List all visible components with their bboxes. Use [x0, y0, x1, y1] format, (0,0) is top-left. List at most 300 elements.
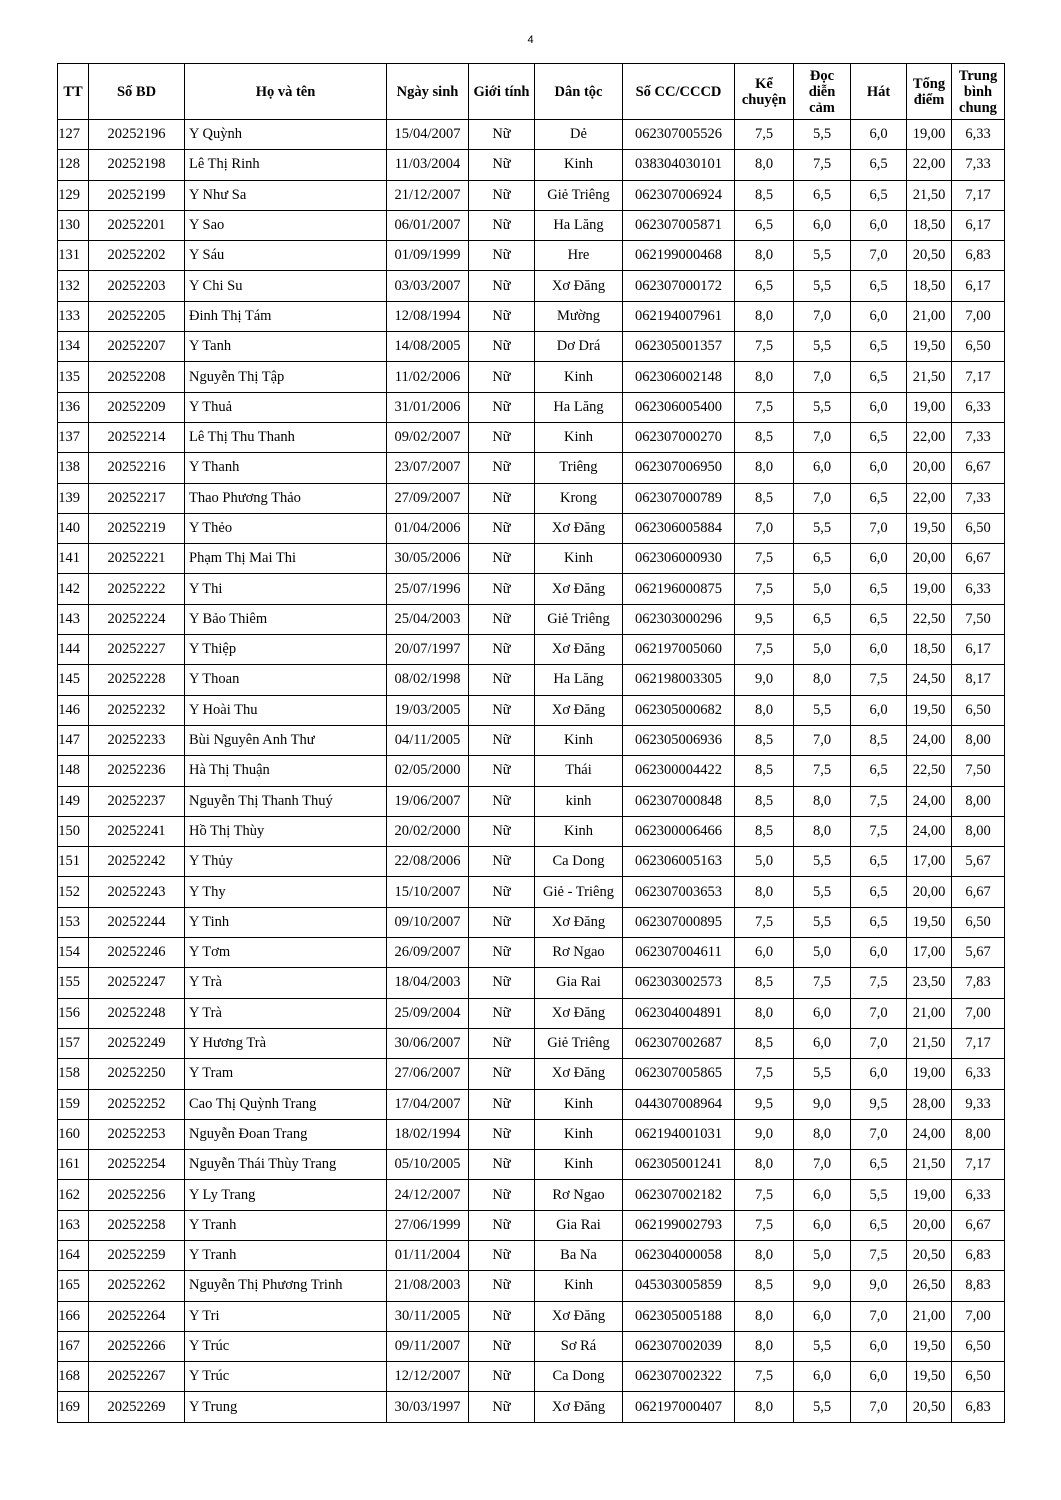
cell-ke-chuyen: 6,0 [735, 938, 794, 968]
cell-ho-ten: Y Ly Trang [185, 1180, 387, 1210]
cell-so-bd: 20252236 [89, 756, 185, 786]
table-row [58, 1089, 1005, 1119]
cell-gioi-tinh: Nữ [469, 392, 535, 422]
cell-gioi-tinh: Nữ [469, 1089, 535, 1119]
cell-hat: 6,0 [851, 695, 907, 725]
cell-dan-toc: Rơ Ngao [535, 938, 623, 968]
cell-trung-binh-chung: 6,33 [952, 120, 1005, 150]
cell-ke-chuyen: 8,0 [735, 1240, 794, 1270]
cell-tong-diem: 17,00 [907, 938, 952, 968]
cell-doc-dien-cam: 6,5 [794, 604, 851, 634]
cell-tt: 158 [58, 1059, 89, 1089]
cell-dan-toc: Ca Dong [535, 1362, 623, 1392]
header-trung-binh-chung-line-3: chung [959, 99, 997, 116]
cell-so-bd: 20252232 [89, 695, 185, 725]
cell-tong-diem: 18,50 [907, 271, 952, 301]
cell-trung-binh-chung: 8,00 [952, 1119, 1005, 1149]
cell-dan-toc: Xơ Đăng [535, 513, 623, 543]
table-row [58, 604, 1005, 634]
cell-gioi-tinh: Nữ [469, 1331, 535, 1361]
cell-hat: 7,5 [851, 816, 907, 846]
cell-so-bd: 20252252 [89, 1089, 185, 1119]
cell-so-bd: 20252259 [89, 1240, 185, 1270]
cell-doc-dien-cam: 5,0 [794, 635, 851, 665]
cell-tt: 156 [58, 998, 89, 1028]
cell-tt: 135 [58, 362, 89, 392]
cell-ke-chuyen: 8,0 [735, 998, 794, 1028]
cell-tt: 133 [58, 301, 89, 331]
table-row [58, 1240, 1005, 1270]
cell-ho-ten: Y Trúc [185, 1331, 387, 1361]
cell-tt: 151 [58, 847, 89, 877]
table-row [58, 1392, 1005, 1422]
cell-ho-ten: Y Thuả [185, 392, 387, 422]
cell-gioi-tinh: Nữ [469, 1362, 535, 1392]
cell-tong-diem: 20,00 [907, 877, 952, 907]
cell-so-cccd: 062194007961 [623, 301, 735, 331]
cell-dan-toc: Xơ Đăng [535, 1392, 623, 1422]
cell-so-bd: 20252207 [89, 332, 185, 362]
cell-doc-dien-cam: 9,0 [794, 1271, 851, 1301]
cell-hat: 6,5 [851, 574, 907, 604]
cell-dan-toc: Xơ Đăng [535, 635, 623, 665]
cell-tt: 147 [58, 725, 89, 755]
cell-so-cccd: 062305000682 [623, 695, 735, 725]
cell-tong-diem: 20,50 [907, 241, 952, 271]
table-body [58, 120, 1005, 1423]
cell-trung-binh-chung: 7,33 [952, 422, 1005, 452]
cell-ke-chuyen: 8,5 [735, 756, 794, 786]
cell-so-cccd: 062307000789 [623, 483, 735, 513]
cell-hat: 6,5 [851, 483, 907, 513]
table-row [58, 120, 1005, 150]
cell-ho-ten: Y Quỳnh [185, 120, 387, 150]
cell-tt: 143 [58, 604, 89, 634]
cell-dan-toc: Kinh [535, 362, 623, 392]
cell-doc-dien-cam: 9,0 [794, 1089, 851, 1119]
cell-so-bd: 20252216 [89, 453, 185, 483]
cell-ngay-sinh: 19/06/2007 [387, 786, 469, 816]
cell-ho-ten: Y Thẻo [185, 513, 387, 543]
cell-dan-toc: Kinh [535, 1119, 623, 1149]
header-doc-dien-cam-line-2: diễn [808, 83, 836, 100]
cell-ho-ten: Y Thủy [185, 847, 387, 877]
cell-tong-diem: 21,50 [907, 1028, 952, 1058]
cell-ke-chuyen: 6,5 [735, 210, 794, 240]
cell-trung-binh-chung: 6,50 [952, 332, 1005, 362]
cell-so-cccd: 062307002322 [623, 1362, 735, 1392]
cell-so-bd: 20252205 [89, 301, 185, 331]
cell-doc-dien-cam: 5,0 [794, 574, 851, 604]
cell-tong-diem: 20,50 [907, 1392, 952, 1422]
cell-doc-dien-cam: 8,0 [794, 816, 851, 846]
cell-ngay-sinh: 15/10/2007 [387, 877, 469, 907]
cell-trung-binh-chung: 7,33 [952, 483, 1005, 513]
cell-gioi-tinh: Nữ [469, 120, 535, 150]
cell-ke-chuyen: 8,0 [735, 1301, 794, 1331]
cell-trung-binh-chung: 6,17 [952, 271, 1005, 301]
cell-ho-ten: Y Hoài Thu [185, 695, 387, 725]
cell-hat: 6,0 [851, 453, 907, 483]
cell-tong-diem: 24,00 [907, 786, 952, 816]
cell-ke-chuyen: 7,5 [735, 574, 794, 604]
table-row [58, 150, 1005, 180]
cell-doc-dien-cam: 6,5 [794, 544, 851, 574]
table-row [58, 301, 1005, 331]
cell-dan-toc: Kinh [535, 1150, 623, 1180]
cell-hat: 5,5 [851, 1180, 907, 1210]
cell-tong-diem: 19,50 [907, 907, 952, 937]
cell-dan-toc: Ha Lăng [535, 392, 623, 422]
cell-ho-ten: Y Thiệp [185, 635, 387, 665]
cell-ke-chuyen: 8,0 [735, 362, 794, 392]
cell-tt: 159 [58, 1089, 89, 1119]
cell-so-cccd: 044307008964 [623, 1089, 735, 1119]
cell-doc-dien-cam: 7,0 [794, 422, 851, 452]
cell-so-cccd: 062194001031 [623, 1119, 735, 1149]
cell-tt: 169 [58, 1392, 89, 1422]
table-row [58, 725, 1005, 755]
cell-dan-toc: Gia Rai [535, 968, 623, 998]
cell-so-cccd: 062305001241 [623, 1150, 735, 1180]
cell-tt: 134 [58, 332, 89, 362]
cell-ngay-sinh: 27/06/1999 [387, 1210, 469, 1240]
cell-tong-diem: 19,00 [907, 574, 952, 604]
cell-gioi-tinh: Nữ [469, 1271, 535, 1301]
cell-tong-diem: 22,00 [907, 150, 952, 180]
cell-doc-dien-cam: 5,5 [794, 847, 851, 877]
cell-so-bd: 20252262 [89, 1271, 185, 1301]
cell-tt: 157 [58, 1028, 89, 1058]
cell-gioi-tinh: Nữ [469, 847, 535, 877]
header-ho-ten: Họ và tên [185, 64, 387, 120]
cell-ke-chuyen: 9,0 [735, 665, 794, 695]
header-ke-chuyen-line-1: Kể [755, 75, 773, 92]
cell-tong-diem: 18,50 [907, 635, 952, 665]
cell-so-bd: 20252202 [89, 241, 185, 271]
cell-so-bd: 20252249 [89, 1028, 185, 1058]
cell-gioi-tinh: Nữ [469, 635, 535, 665]
cell-doc-dien-cam: 5,5 [794, 513, 851, 543]
cell-tong-diem: 24,00 [907, 725, 952, 755]
header-so-bd: Số BD [89, 64, 185, 120]
cell-dan-toc: Ha Lăng [535, 665, 623, 695]
cell-doc-dien-cam: 7,5 [794, 968, 851, 998]
cell-tt: 144 [58, 635, 89, 665]
cell-so-bd: 20252246 [89, 938, 185, 968]
table-row [58, 1331, 1005, 1361]
cell-tong-diem: 22,50 [907, 604, 952, 634]
cell-dan-toc: Dơ Drá [535, 332, 623, 362]
cell-so-bd: 20252258 [89, 1210, 185, 1240]
header-trung-binh-chung-line-2: bình [963, 83, 993, 100]
cell-so-bd: 20252219 [89, 513, 185, 543]
cell-trung-binh-chung: 6,50 [952, 1362, 1005, 1392]
cell-tong-diem: 21,50 [907, 180, 952, 210]
cell-tt: 127 [58, 120, 89, 150]
cell-ngay-sinh: 19/03/2005 [387, 695, 469, 725]
cell-so-cccd: 062306005400 [623, 392, 735, 422]
header-tong-diem [907, 64, 952, 120]
cell-doc-dien-cam: 6,0 [794, 1180, 851, 1210]
cell-so-bd: 20252244 [89, 907, 185, 937]
table-row [58, 241, 1005, 271]
cell-so-cccd: 062307000848 [623, 786, 735, 816]
cell-so-bd: 20252256 [89, 1180, 185, 1210]
cell-ngay-sinh: 14/08/2005 [387, 332, 469, 362]
cell-ke-chuyen: 8,5 [735, 422, 794, 452]
cell-ho-ten: Y Thy [185, 877, 387, 907]
cell-gioi-tinh: Nữ [469, 210, 535, 240]
cell-so-cccd: 062306002148 [623, 362, 735, 392]
header-doc-dien-cam [794, 64, 851, 120]
cell-trung-binh-chung: 6,83 [952, 241, 1005, 271]
cell-so-cccd: 062307006924 [623, 180, 735, 210]
cell-trung-binh-chung: 8,00 [952, 725, 1005, 755]
cell-ke-chuyen: 8,5 [735, 816, 794, 846]
cell-trung-binh-chung: 7,17 [952, 362, 1005, 392]
cell-dan-toc: kinh [535, 786, 623, 816]
cell-doc-dien-cam: 5,5 [794, 695, 851, 725]
table-row [58, 453, 1005, 483]
cell-hat: 6,5 [851, 604, 907, 634]
table-row [58, 210, 1005, 240]
cell-dan-toc: Hre [535, 241, 623, 271]
cell-dan-toc: Xơ Đăng [535, 574, 623, 604]
cell-gioi-tinh: Nữ [469, 1028, 535, 1058]
table-row [58, 1301, 1005, 1331]
cell-trung-binh-chung: 8,83 [952, 1271, 1005, 1301]
cell-doc-dien-cam: 7,0 [794, 1150, 851, 1180]
cell-ngay-sinh: 04/11/2005 [387, 725, 469, 755]
cell-doc-dien-cam: 5,5 [794, 241, 851, 271]
cell-gioi-tinh: Nữ [469, 756, 535, 786]
cell-ngay-sinh: 20/07/1997 [387, 635, 469, 665]
table-row [58, 1028, 1005, 1058]
cell-tt: 140 [58, 513, 89, 543]
cell-so-cccd: 062306005163 [623, 847, 735, 877]
table-row [58, 422, 1005, 452]
table-row [58, 998, 1005, 1028]
cell-so-bd: 20252224 [89, 604, 185, 634]
cell-tong-diem: 22,50 [907, 756, 952, 786]
cell-tt: 152 [58, 877, 89, 907]
cell-trung-binh-chung: 6,67 [952, 544, 1005, 574]
cell-hat: 7,0 [851, 241, 907, 271]
cell-gioi-tinh: Nữ [469, 513, 535, 543]
table-row [58, 907, 1005, 937]
cell-gioi-tinh: Nữ [469, 1059, 535, 1089]
cell-hat: 6,5 [851, 332, 907, 362]
cell-trung-binh-chung: 6,83 [952, 1240, 1005, 1270]
cell-trung-binh-chung: 6,67 [952, 877, 1005, 907]
cell-tt: 162 [58, 1180, 89, 1210]
cell-doc-dien-cam: 5,5 [794, 907, 851, 937]
cell-hat: 7,0 [851, 1301, 907, 1331]
cell-so-cccd: 062305006936 [623, 725, 735, 755]
cell-ho-ten: Đinh Thị Tám [185, 301, 387, 331]
cell-hat: 6,5 [851, 180, 907, 210]
cell-so-cccd: 062196000875 [623, 574, 735, 604]
cell-doc-dien-cam: 5,0 [794, 938, 851, 968]
cell-trung-binh-chung: 6,17 [952, 635, 1005, 665]
cell-tt: 130 [58, 210, 89, 240]
cell-doc-dien-cam: 6,0 [794, 453, 851, 483]
cell-gioi-tinh: Nữ [469, 332, 535, 362]
cell-ke-chuyen: 9,5 [735, 604, 794, 634]
header-doc-dien-cam-line-3: cảm [809, 99, 835, 116]
cell-ngay-sinh: 23/07/2007 [387, 453, 469, 483]
cell-ho-ten: Y Tri [185, 1301, 387, 1331]
cell-gioi-tinh: Nữ [469, 271, 535, 301]
cell-hat: 7,5 [851, 665, 907, 695]
cell-dan-toc: Kinh [535, 1089, 623, 1119]
cell-trung-binh-chung: 6,17 [952, 210, 1005, 240]
cell-trung-binh-chung: 6,50 [952, 907, 1005, 937]
cell-dan-toc: Gia Rai [535, 1210, 623, 1240]
cell-ke-chuyen: 8,0 [735, 453, 794, 483]
cell-dan-toc: Sơ Rá [535, 1331, 623, 1361]
cell-ngay-sinh: 22/08/2006 [387, 847, 469, 877]
cell-so-bd: 20252266 [89, 1331, 185, 1361]
cell-ngay-sinh: 30/06/2007 [387, 1028, 469, 1058]
cell-ho-ten: Nguyễn Đoan Trang [185, 1119, 387, 1149]
cell-ho-ten: Y Hương Trà [185, 1028, 387, 1058]
cell-ho-ten: Y Trung [185, 1392, 387, 1422]
cell-trung-binh-chung: 6,50 [952, 513, 1005, 543]
cell-doc-dien-cam: 7,0 [794, 483, 851, 513]
cell-trung-binh-chung: 7,17 [952, 1150, 1005, 1180]
cell-dan-toc: Kinh [535, 816, 623, 846]
table-row [58, 1362, 1005, 1392]
cell-gioi-tinh: Nữ [469, 938, 535, 968]
cell-ho-ten: Hồ Thị Thùy [185, 816, 387, 846]
cell-gioi-tinh: Nữ [469, 180, 535, 210]
cell-so-cccd: 062307005865 [623, 1059, 735, 1089]
cell-so-cccd: 062304000058 [623, 1240, 735, 1270]
cell-tt: 153 [58, 907, 89, 937]
cell-gioi-tinh: Nữ [469, 241, 535, 271]
header-ke-chuyen [735, 64, 794, 120]
cell-trung-binh-chung: 6,33 [952, 1059, 1005, 1089]
cell-trung-binh-chung: 6,83 [952, 1392, 1005, 1422]
cell-doc-dien-cam: 7,5 [794, 150, 851, 180]
cell-tt: 163 [58, 1210, 89, 1240]
cell-ngay-sinh: 30/11/2005 [387, 1301, 469, 1331]
cell-hat: 7,5 [851, 786, 907, 816]
cell-ho-ten: Nguyễn Thị Tập [185, 362, 387, 392]
cell-ho-ten: Y Tanh [185, 332, 387, 362]
cell-doc-dien-cam: 7,0 [794, 301, 851, 331]
cell-tt: 131 [58, 241, 89, 271]
header-trung-binh-chung-line-1: Trung [958, 67, 998, 84]
cell-ho-ten: Y Tơm [185, 938, 387, 968]
cell-ngay-sinh: 18/04/2003 [387, 968, 469, 998]
cell-tong-diem: 21,50 [907, 362, 952, 392]
cell-so-bd: 20252203 [89, 271, 185, 301]
cell-tong-diem: 19,00 [907, 120, 952, 150]
cell-ke-chuyen: 7,5 [735, 392, 794, 422]
cell-ngay-sinh: 30/05/2006 [387, 544, 469, 574]
cell-ho-ten: Y Như Sa [185, 180, 387, 210]
cell-ngay-sinh: 02/05/2000 [387, 756, 469, 786]
cell-ho-ten: Y Sáu [185, 241, 387, 271]
cell-ngay-sinh: 01/09/1999 [387, 241, 469, 271]
cell-tt: 161 [58, 1150, 89, 1180]
cell-so-cccd: 062307000270 [623, 422, 735, 452]
cell-ho-ten: Nguyễn Thị Phương Trinh [185, 1271, 387, 1301]
cell-gioi-tinh: Nữ [469, 453, 535, 483]
cell-so-cccd: 062307004611 [623, 938, 735, 968]
cell-ke-chuyen: 8,0 [735, 150, 794, 180]
cell-ho-ten: Y Tinh [185, 907, 387, 937]
cell-hat: 7,0 [851, 998, 907, 1028]
cell-ho-ten: Hà Thị Thuận [185, 756, 387, 786]
cell-dan-toc: Kinh [535, 1271, 623, 1301]
cell-ho-ten: Cao Thị Quỳnh Trang [185, 1089, 387, 1119]
cell-gioi-tinh: Nữ [469, 665, 535, 695]
cell-tt: 128 [58, 150, 89, 180]
cell-ngay-sinh: 09/02/2007 [387, 422, 469, 452]
cell-gioi-tinh: Nữ [469, 695, 535, 725]
cell-hat: 6,5 [851, 847, 907, 877]
cell-so-bd: 20252228 [89, 665, 185, 695]
cell-ho-ten: Y Tranh [185, 1210, 387, 1240]
cell-so-bd: 20252247 [89, 968, 185, 998]
cell-tong-diem: 19,50 [907, 332, 952, 362]
header-tong-diem-line-1: Tổng [912, 75, 946, 92]
cell-tong-diem: 19,00 [907, 1059, 952, 1089]
cell-ngay-sinh: 11/02/2006 [387, 362, 469, 392]
cell-dan-toc: Xơ Đăng [535, 695, 623, 725]
cell-ke-chuyen: 7,5 [735, 907, 794, 937]
cell-so-bd: 20252221 [89, 544, 185, 574]
cell-gioi-tinh: Nữ [469, 877, 535, 907]
cell-hat: 6,5 [851, 150, 907, 180]
cell-ngay-sinh: 25/09/2004 [387, 998, 469, 1028]
cell-ke-chuyen: 7,5 [735, 1059, 794, 1089]
cell-doc-dien-cam: 5,5 [794, 271, 851, 301]
cell-so-bd: 20252227 [89, 635, 185, 665]
cell-ngay-sinh: 20/02/2000 [387, 816, 469, 846]
cell-ho-ten: Y Trà [185, 998, 387, 1028]
cell-ke-chuyen: 8,5 [735, 180, 794, 210]
cell-ho-ten: Thao Phương Thảo [185, 483, 387, 513]
cell-ke-chuyen: 5,0 [735, 847, 794, 877]
cell-ke-chuyen: 8,0 [735, 1150, 794, 1180]
cell-gioi-tinh: Nữ [469, 544, 535, 574]
cell-trung-binh-chung: 8,17 [952, 665, 1005, 695]
cell-gioi-tinh: Nữ [469, 422, 535, 452]
cell-so-bd: 20252201 [89, 210, 185, 240]
cell-ho-ten: Y Sao [185, 210, 387, 240]
cell-doc-dien-cam: 6,0 [794, 1362, 851, 1392]
cell-ke-chuyen: 7,5 [735, 1180, 794, 1210]
table-row [58, 271, 1005, 301]
cell-so-bd: 20252208 [89, 362, 185, 392]
cell-tong-diem: 19,00 [907, 1180, 952, 1210]
cell-ho-ten: Nguyễn Thái Thùy Trang [185, 1150, 387, 1180]
cell-tt: 129 [58, 180, 89, 210]
cell-trung-binh-chung: 7,17 [952, 1028, 1005, 1058]
cell-so-bd: 20252264 [89, 1301, 185, 1331]
cell-trung-binh-chung: 7,50 [952, 756, 1005, 786]
cell-gioi-tinh: Nữ [469, 483, 535, 513]
cell-ke-chuyen: 8,5 [735, 968, 794, 998]
cell-dan-toc: Kinh [535, 544, 623, 574]
cell-so-cccd: 062307003653 [623, 877, 735, 907]
cell-so-cccd: 062197005060 [623, 635, 735, 665]
